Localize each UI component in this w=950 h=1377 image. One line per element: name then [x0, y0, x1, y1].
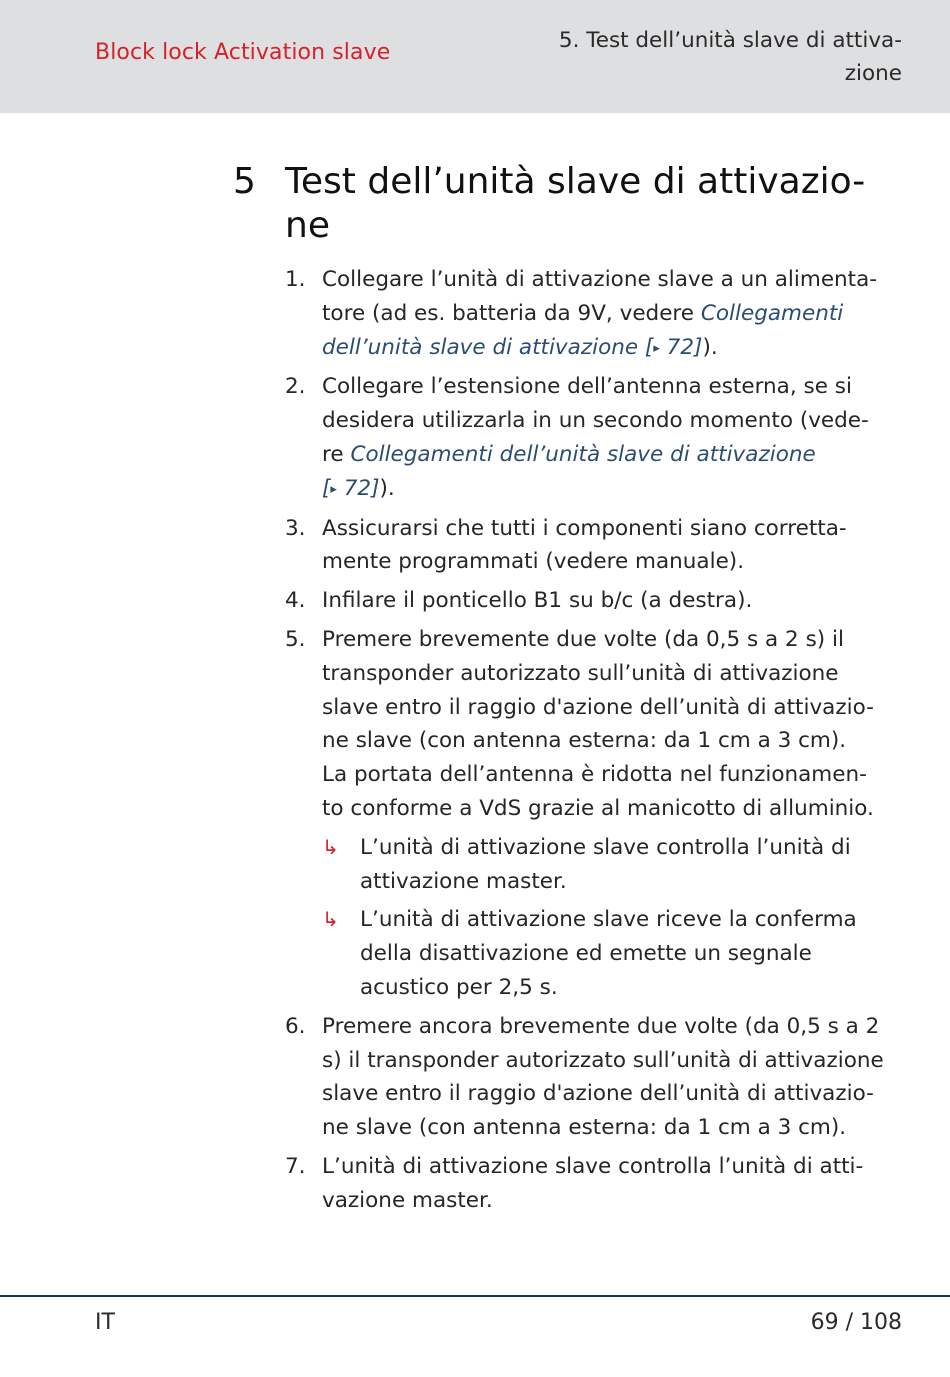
step-text: Premere ancora brevemente due volte (da 0,5 s a 2	[322, 1013, 880, 1039]
step-number: 7.	[285, 1153, 306, 1179]
step-number: 3.	[285, 515, 306, 541]
step-text-line	[322, 1111, 915, 1145]
step-text: Premere brevemente due volte (da 0,5 s a 2 s) il	[322, 626, 844, 652]
footer-divider	[0, 1295, 950, 1297]
step-number: 1.	[285, 267, 306, 292]
step-text-line	[322, 297, 915, 331]
list-item	[285, 263, 915, 365]
heading-number: 5	[233, 161, 256, 202]
step-text-line	[322, 331, 915, 366]
step-text-line	[322, 1150, 915, 1184]
cross-reference-link[interactable]: 72]	[659, 334, 703, 360]
result-arrow-icon: ↳	[322, 907, 339, 932]
cross-reference-link[interactable]: Collegamenti dell’unità slave di attivazione	[350, 441, 816, 467]
section-reference-line: zione	[844, 61, 902, 86]
step-text: Collegare l’unità di attivazione slave a un alimenta-	[322, 267, 878, 292]
page-title	[285, 160, 905, 248]
list-item	[285, 512, 915, 580]
result-item	[322, 903, 915, 1004]
step-text-line	[322, 623, 915, 657]
page-title-line: ne	[285, 205, 330, 246]
step-text-line	[322, 472, 915, 507]
section-reference-line: 5. Test dell’unità slave di attiva-	[558, 28, 902, 53]
result-text-line: acustico per 2,5 s.	[360, 974, 558, 1000]
step-text-line	[322, 584, 915, 618]
step-text: L’unità di attivazione slave controlla l’unità di atti-	[322, 1153, 864, 1179]
step-text-line	[322, 1010, 915, 1044]
result-text-line: L’unità di attivazione slave riceve la conferma	[360, 907, 857, 933]
cross-reference-link[interactable]: dell’unità slave di attivazione [	[322, 334, 654, 360]
footer-page-number: 69 / 108	[810, 1310, 902, 1335]
step-text: La portata dell’antenna è ridotta nel funzionamen-	[322, 762, 867, 788]
list-item	[285, 584, 915, 618]
step-text: Collegare l’estensione dell’antenna esterna, se si	[322, 374, 852, 400]
step-number: 6.	[285, 1013, 306, 1039]
step-text: ne slave (con antenna esterna: da 1 cm a 3 cm).	[322, 1115, 847, 1141]
step-text: ).	[702, 334, 718, 360]
step-number: 2.	[285, 374, 306, 400]
list-item	[285, 1010, 915, 1145]
step-text: ne slave (con antenna esterna: da 1 cm a 3 cm).	[322, 728, 847, 754]
page-header	[0, 0, 950, 113]
steps-list	[285, 263, 915, 1223]
step-text-line	[322, 758, 915, 792]
cross-reference-arrow-icon[interactable]: ▸	[653, 340, 660, 356]
list-item	[285, 623, 915, 1005]
step-text: re	[322, 441, 351, 467]
step-text-line	[322, 724, 915, 758]
step-text: Assicurarsi che tutti i componenti siano corretta-	[322, 515, 847, 541]
step-text: vazione master.	[322, 1187, 493, 1213]
step-text-line	[322, 545, 915, 579]
step-text: Infilare il ponticello B1 su b/c (a destra).	[322, 588, 753, 614]
step-text-line	[322, 512, 915, 546]
step-text: ).	[379, 475, 395, 501]
section-reference	[502, 24, 902, 90]
result-text-line: della disattivazione ed emette un segnale	[360, 941, 812, 967]
page-title-line: Test dell’unità slave di attivazio-	[285, 161, 866, 202]
brand-title: Block lock Activation slave	[95, 40, 391, 65]
step-text: slave entro il raggio d'azione dell’unità di attivazio-	[322, 694, 874, 720]
list-item	[285, 1150, 915, 1218]
step-text-line	[322, 691, 915, 725]
step-text-line	[322, 657, 915, 691]
step-text-line	[322, 1044, 915, 1078]
cross-reference-link[interactable]: [	[322, 475, 331, 501]
step-text-line	[322, 1184, 915, 1218]
footer-language: IT	[95, 1310, 115, 1335]
step-text: to conforme a VdS grazie al manicotto di alluminio.	[322, 795, 874, 821]
step-text-line	[322, 1077, 915, 1111]
result-text-line: attivazione master.	[360, 868, 567, 894]
cross-reference-link[interactable]: 72]	[336, 475, 380, 501]
cross-reference-arrow-icon[interactable]: ▸	[330, 481, 337, 497]
step-text: tore (ad es. batteria da 9V, vedere	[322, 300, 701, 326]
step-text: transponder autorizzato sull’unità di attivazione	[322, 660, 839, 686]
step-text-line	[322, 404, 915, 438]
step-text: desidera utilizzarla in un secondo momento (vede-	[322, 408, 869, 434]
step-text: s) il transponder autorizzato sull’unità di attivazione	[322, 1047, 884, 1073]
result-text-line: L’unità di attivazione slave controlla l’unità di	[360, 834, 851, 860]
list-item	[285, 370, 915, 506]
step-text-line	[322, 792, 915, 826]
result-list	[322, 831, 915, 1005]
step-text: slave entro il raggio d'azione dell’unità di attivazio-	[322, 1081, 874, 1107]
result-arrow-icon: ↳	[322, 834, 339, 859]
result-item	[322, 831, 915, 899]
step-text-line	[322, 438, 915, 472]
step-text-line	[322, 263, 915, 297]
step-text: mente programmati (vedere manuale).	[322, 549, 745, 575]
step-number: 5.	[285, 626, 306, 652]
cross-reference-link[interactable]: Collegamenti	[700, 300, 844, 326]
step-number: 4.	[285, 588, 306, 614]
step-text-line	[322, 370, 915, 404]
